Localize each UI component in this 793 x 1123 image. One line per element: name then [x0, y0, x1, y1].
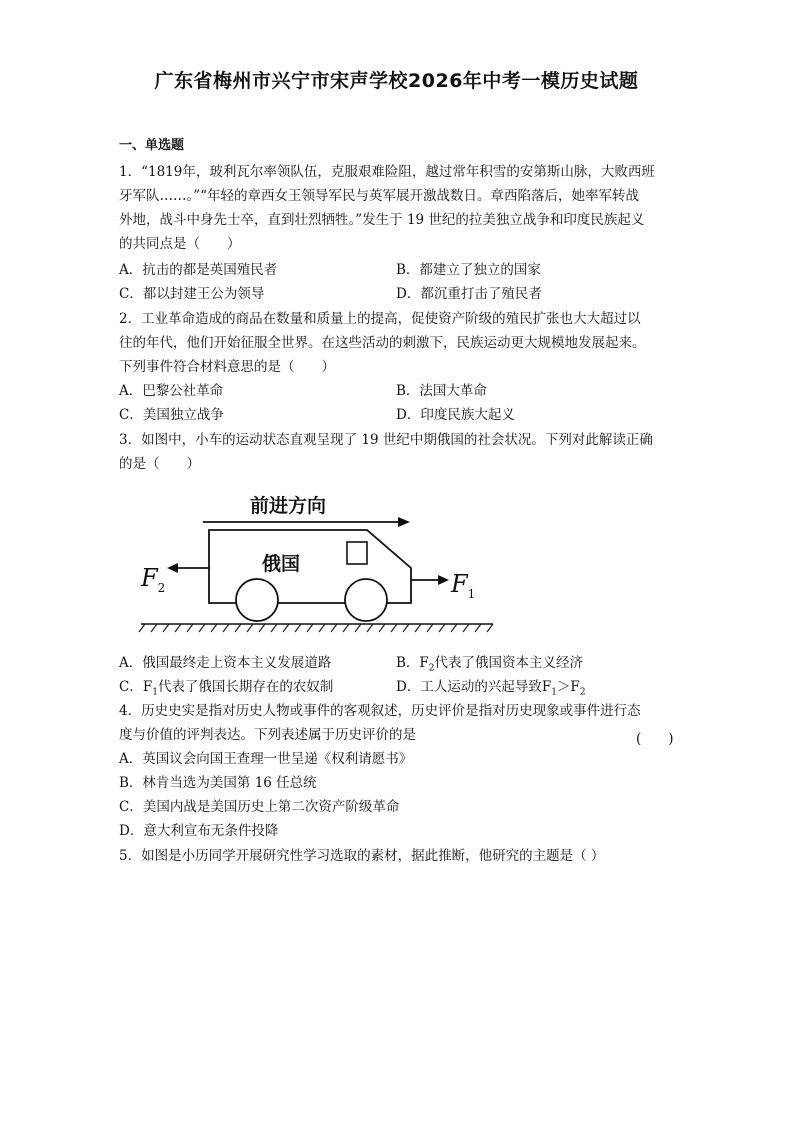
q1-stem-line-2: 牙军队……。”“年轻的章西女王领导军民与英军展开激战数日。章西陷落后，她率军转战: [119, 188, 640, 204]
q3-stem-line-2: 的是（ ）: [119, 456, 200, 472]
section-heading: 一、单选题: [119, 138, 185, 153]
q1-stem-line-4: 的共同点是（ ）: [119, 236, 241, 252]
q2-stem-line-2: 往的年代，他们开始征服全世界。在这些活动的刺激下，民族运动更大规模地发展起来。: [119, 335, 646, 351]
q4-stem-line-1: 4．历史史实是指对历史人物或事件的客观叙述，历史评价是指对历史现象或事件进行态: [119, 703, 641, 719]
q4-stem-line-2: 度与价值的评判表达。下列表述属于历史评价的是: [119, 727, 416, 743]
q4-option-b[interactable]: B．林肯当选为美国第 16 任总统: [119, 775, 317, 791]
q1-stem-line-3: 外地，战斗中身先士卒，直到壮烈牺牲。”发生于 19 世纪的拉美独立战争和印度民族起义: [119, 212, 645, 228]
q1-option-a[interactable]: A．抗击的都是英国殖民者: [119, 262, 278, 278]
vehicle-rear-wheel: [236, 579, 278, 621]
q1-stem-line-1: 1．“1819年，玻利瓦尔率领队伍，克服艰难险阻，越过常年积雪的安第斯山脉，大败西班: [119, 164, 655, 180]
direction-label: 前进方向: [250, 495, 327, 517]
f1-arrow-head: [438, 575, 449, 585]
f2-label: $F_2$: [141, 564, 166, 595]
q1-option-b[interactable]: B．都建立了独立的国家: [396, 262, 541, 278]
ground-hatching: [139, 624, 493, 632]
q3-option-d[interactable]: D．工人运动的兴起导致$F_1>F_2$: [396, 679, 586, 698]
q4-option-a[interactable]: A．英国议会向国王查理一世呈递《权利请愿书》: [119, 751, 413, 767]
document-title: 广东省梅州市兴宁市宋声学校2026年中考一模历史试题: [154, 70, 639, 92]
vehicle-label: 俄国: [262, 553, 301, 575]
q4-option-c[interactable]: C．美国内战是美国历史上第二次资产阶级革命: [119, 799, 400, 815]
vehicle-front-wheel: [345, 579, 387, 621]
q4-option-d[interactable]: D．意大利宣布无条件投降: [119, 823, 279, 839]
q2-option-a[interactable]: A．巴黎公社革命: [119, 383, 224, 399]
q3-option-b[interactable]: B．$F_2$代表了俄国资本主义经济: [396, 655, 584, 674]
f1-label: $F_1$: [451, 570, 476, 601]
vehicle-window: [347, 542, 367, 564]
q2-option-d[interactable]: D．印度民族大起义: [396, 407, 515, 423]
q4-answer-bracket: ( ): [636, 731, 674, 747]
direction-arrow-head: [398, 517, 410, 527]
q3-stem-line-1: 3．如图中，小车的运动状态直观呈现了 19 世纪中期俄国的社会状况。下列对此解读正确: [119, 432, 653, 448]
q5-stem-line-1: 5．如图是小历同学开展研究性学习选取的素材，据此推断，他研究的主题是（ ）: [119, 848, 605, 864]
q2-option-c[interactable]: C．美国独立战争: [119, 407, 224, 423]
f2-arrow-head: [167, 563, 178, 573]
q3-option-a[interactable]: A．俄国最终走上资本主义发展道路: [119, 655, 332, 671]
q1-option-d[interactable]: D．都沉重打击了殖民者: [396, 286, 542, 302]
q2-stem-line-3: 下列事件符合材料意思的是（ ）: [119, 359, 335, 375]
q2-option-b[interactable]: B．法国大革命: [396, 383, 487, 399]
q2-stem-line-1: 2．工业革命造成的商品在数量和质量上的提高，促使资产阶级的殖民扩张也大大超过以: [119, 311, 641, 327]
q1-option-c[interactable]: C．都以封建王公为领导: [119, 286, 265, 302]
q3-force-diagram: [135, 488, 495, 640]
q3-option-c[interactable]: C．$F_1$代表了俄国长期存在的农奴制: [119, 679, 334, 698]
